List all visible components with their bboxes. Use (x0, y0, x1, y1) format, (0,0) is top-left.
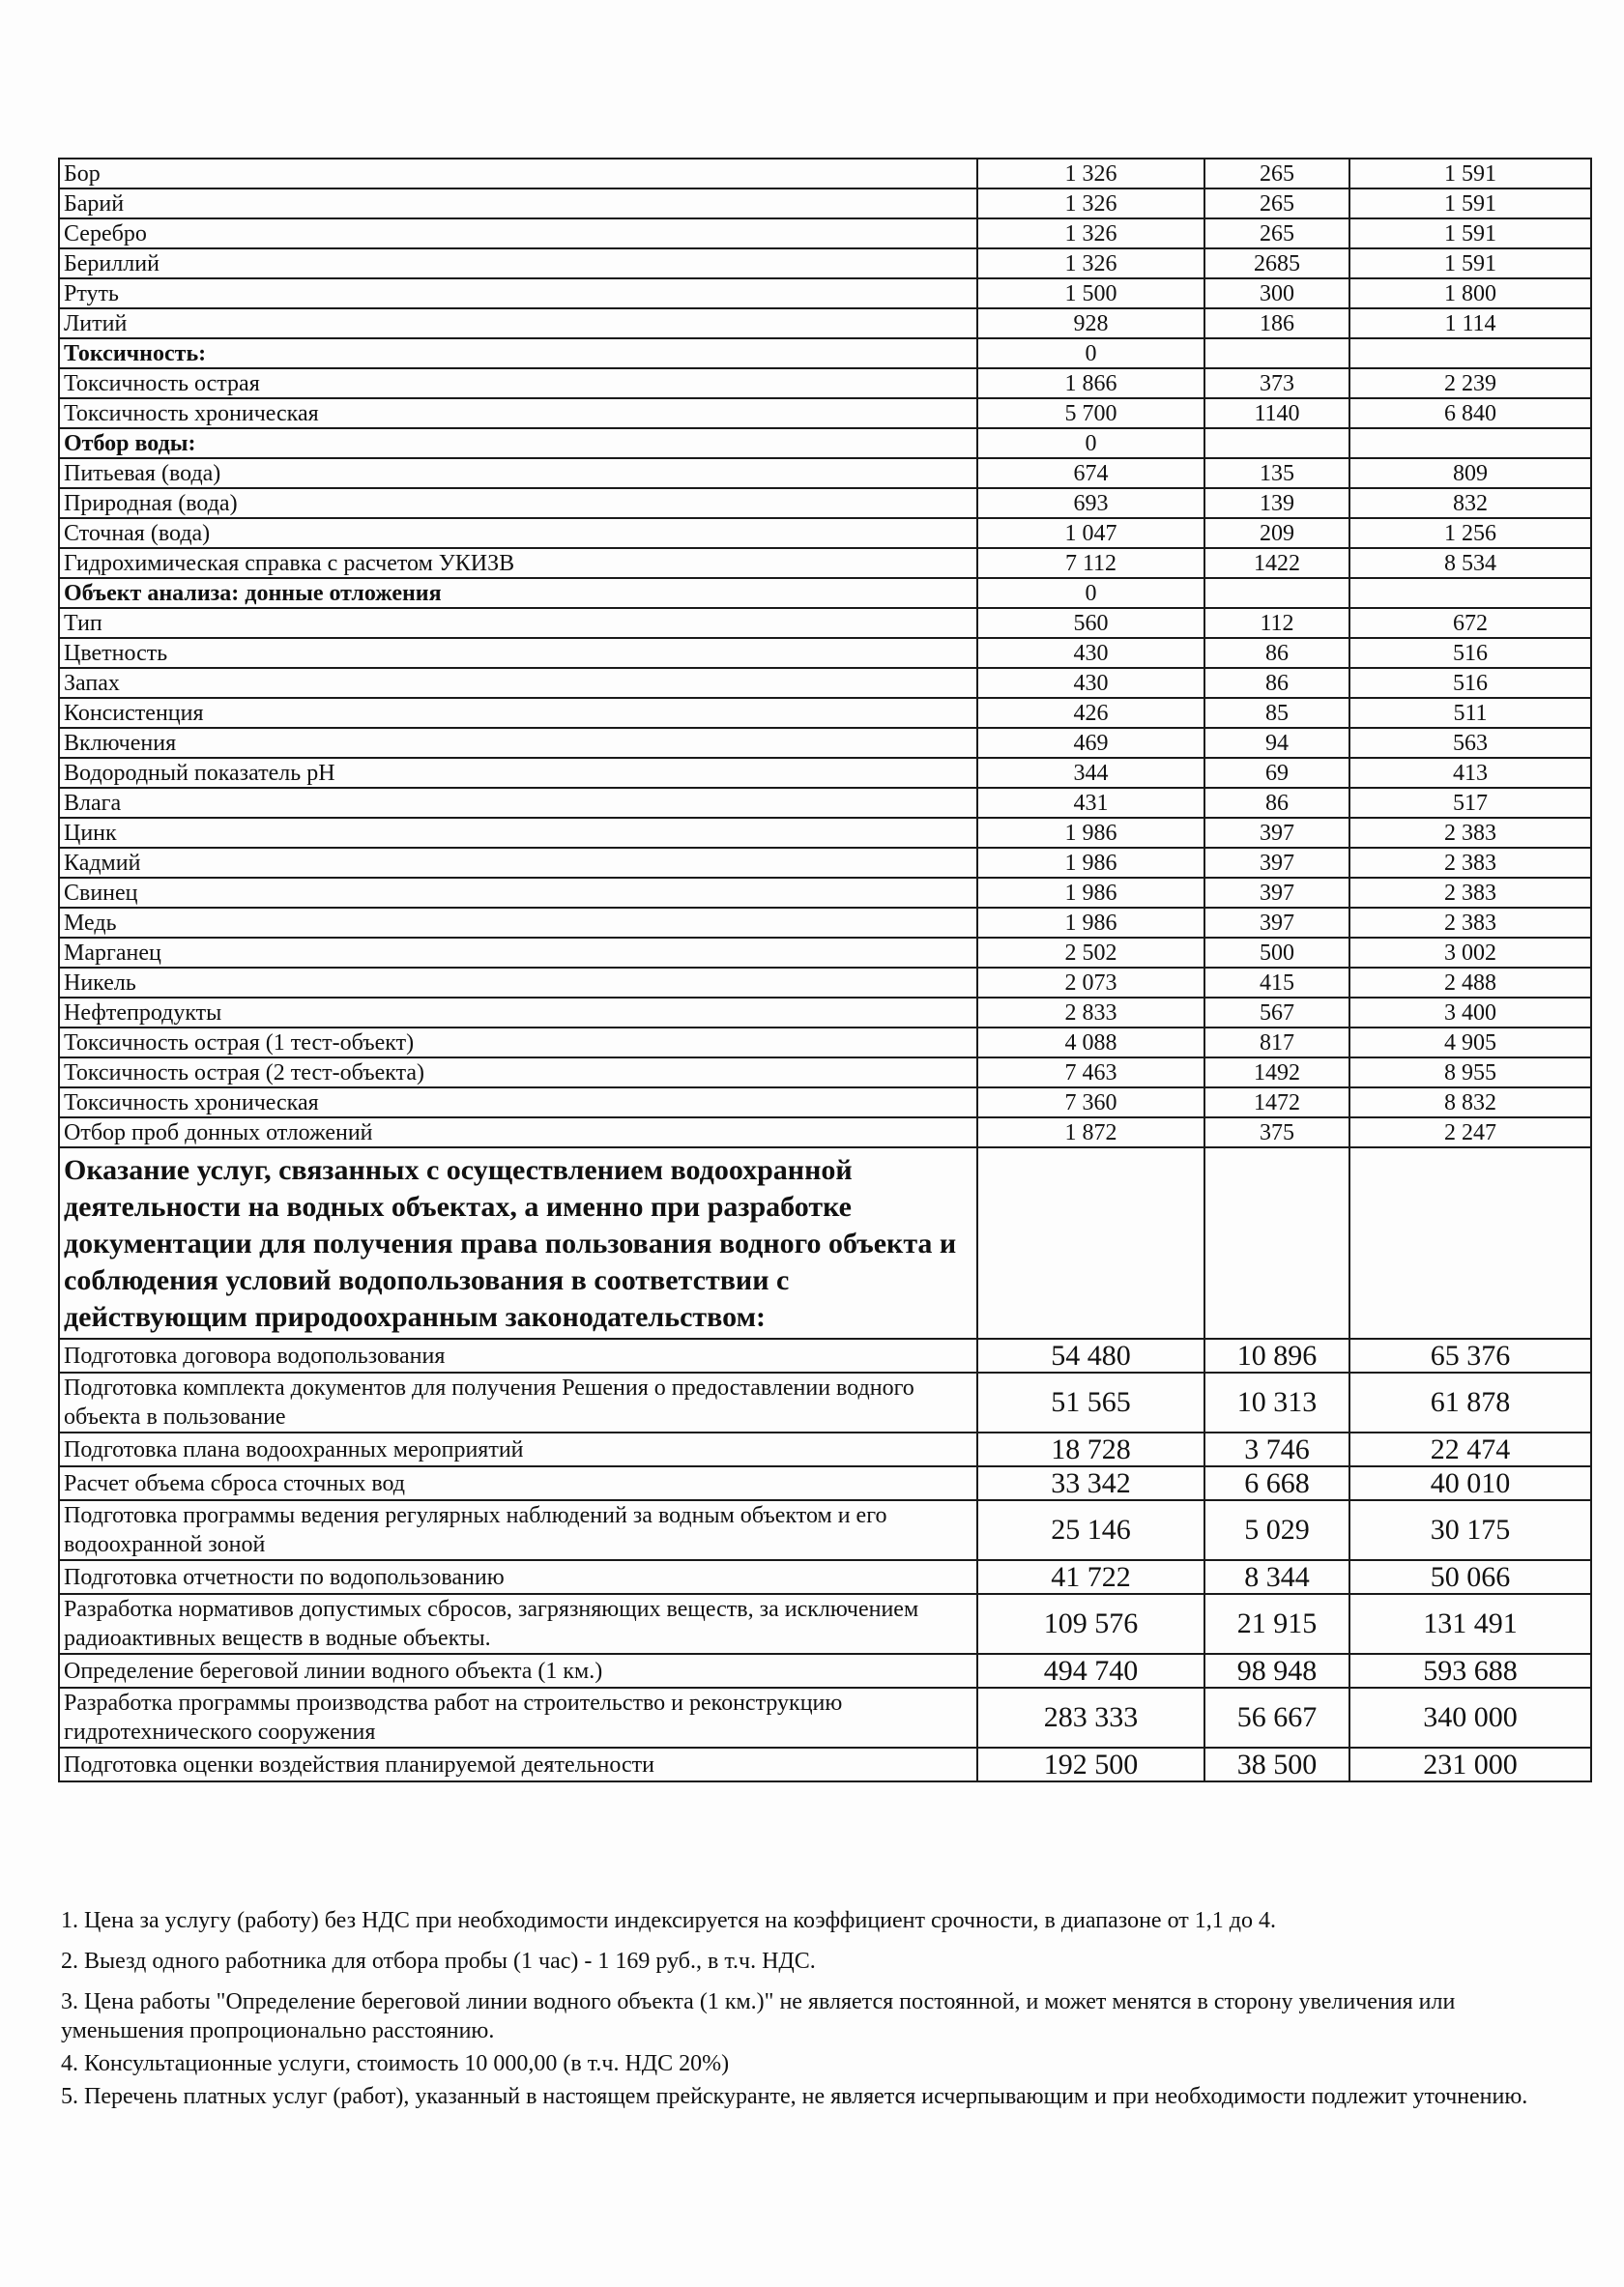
item-name-cell: Токсичность острая (59, 368, 977, 398)
table-row (59, 1339, 1591, 1373)
item-name-cell: Питьевая (вода) (59, 458, 977, 488)
item-name-cell: Подготовка плана водоохранных мероприятий (59, 1433, 977, 1466)
table-row (59, 758, 1591, 788)
price-without-vat-cell: 1 986 (977, 848, 1204, 878)
price-without-vat-cell: 1 047 (977, 518, 1204, 548)
item-name-cell: Подготовка договора водопользования (59, 1339, 977, 1373)
price-with-vat-cell: 832 (1349, 488, 1591, 518)
vat-cell: 397 (1204, 908, 1349, 938)
empty-cell (977, 1147, 1204, 1339)
table-row (59, 878, 1591, 908)
table-row (59, 1028, 1591, 1057)
price-without-vat-cell: 426 (977, 698, 1204, 728)
price-without-vat-cell: 0 (977, 338, 1204, 368)
price-without-vat-cell: 430 (977, 668, 1204, 698)
vat-cell: 1472 (1204, 1087, 1349, 1117)
table-row (59, 1057, 1591, 1087)
price-without-vat-cell: 7 112 (977, 548, 1204, 578)
price-with-vat-cell: 1 591 (1349, 248, 1591, 278)
table-row (59, 1654, 1591, 1688)
table-row (59, 698, 1591, 728)
item-name-cell: Нефтепродукты (59, 998, 977, 1028)
vat-cell: 817 (1204, 1028, 1349, 1057)
footnote-5: 5. Перечень платных услуг (работ), указанный в настоящем прейскуранте, не является исчерпывающим и при необходимости подлежит уточнению. (61, 2084, 1528, 2109)
price-without-vat-cell: 928 (977, 308, 1204, 338)
table-row (59, 1466, 1591, 1500)
table-row (59, 998, 1591, 1028)
services-section-header: Оказание услуг, связанных с осуществлением водоохранной деятельности на водных объектах, а именно при разработке документации для получения права пользования водного объекта и соблюдения условий водопользования в соответствии с действующим природоохранным законодательством: (59, 1147, 977, 1339)
price-with-vat-cell (1349, 578, 1591, 608)
price-without-vat-cell: 2 502 (977, 938, 1204, 968)
price-with-vat-cell: 2 239 (1349, 368, 1591, 398)
vat-cell: 567 (1204, 998, 1349, 1028)
vat-cell: 94 (1204, 728, 1349, 758)
item-name-cell: Кадмий (59, 848, 977, 878)
vat-cell: 85 (1204, 698, 1349, 728)
price-with-vat-cell: 3 400 (1349, 998, 1591, 1028)
item-name-cell: Медь (59, 908, 977, 938)
empty-cell (1204, 1147, 1349, 1339)
vat-cell: 397 (1204, 878, 1349, 908)
price-with-vat-cell: 2 247 (1349, 1117, 1591, 1147)
price-with-vat-cell: 3 002 (1349, 938, 1591, 968)
item-name-cell: Бериллий (59, 248, 977, 278)
price-without-vat-cell: 4 088 (977, 1028, 1204, 1057)
item-name-cell: Включения (59, 728, 977, 758)
price-with-vat-cell: 6 840 (1349, 398, 1591, 428)
vat-cell: 1422 (1204, 548, 1349, 578)
price-without-vat-cell: 0 (977, 578, 1204, 608)
table-row (59, 668, 1591, 698)
price-without-vat-cell: 1 866 (977, 368, 1204, 398)
price-without-vat-cell: 693 (977, 488, 1204, 518)
table-row (59, 1373, 1591, 1433)
price-with-vat-cell: 61 878 (1349, 1373, 1591, 1433)
table-row (59, 428, 1591, 458)
footnotes (61, 1906, 1569, 2123)
price-without-vat-cell: 2 073 (977, 968, 1204, 998)
empty-cell (1349, 1147, 1591, 1339)
vat-cell: 98 948 (1204, 1654, 1349, 1688)
vat-cell: 1140 (1204, 398, 1349, 428)
price-without-vat-cell: 0 (977, 428, 1204, 458)
vat-cell (1204, 428, 1349, 458)
item-name-cell: Марганец (59, 938, 977, 968)
table-row (59, 338, 1591, 368)
table-row (59, 1688, 1591, 1748)
table-row (59, 488, 1591, 518)
vat-cell: 56 667 (1204, 1688, 1349, 1748)
price-with-vat-cell: 1 256 (1349, 518, 1591, 548)
item-name-cell: Бор (59, 159, 977, 188)
price-with-vat-cell: 8 832 (1349, 1087, 1591, 1117)
table-row (59, 1433, 1591, 1466)
price-with-vat-cell: 65 376 (1349, 1339, 1591, 1373)
table-row (59, 548, 1591, 578)
price-table (58, 158, 1592, 1782)
service-rows (59, 1339, 1591, 1781)
item-name-cell: Токсичность хроническая (59, 398, 977, 428)
item-name-cell: Консистенция (59, 698, 977, 728)
price-with-vat-cell: 1 591 (1349, 218, 1591, 248)
vat-cell: 186 (1204, 308, 1349, 338)
item-name-cell: Влага (59, 788, 977, 818)
item-name-cell: Разработка программы производства работ на строительство и реконструкцию гидротехнического сооружения (59, 1688, 977, 1748)
vat-cell: 373 (1204, 368, 1349, 398)
table-row (59, 1560, 1591, 1594)
item-name-cell: Природная (вода) (59, 488, 977, 518)
vat-cell: 375 (1204, 1117, 1349, 1147)
table-row (59, 368, 1591, 398)
table-row (59, 1087, 1591, 1117)
price-with-vat-cell: 1 591 (1349, 159, 1591, 188)
item-name-cell: Подготовка оценки воздействия планируемой деятельности (59, 1748, 977, 1781)
table-row (59, 1594, 1591, 1654)
price-without-vat-cell: 431 (977, 788, 1204, 818)
price-without-vat-cell: 674 (977, 458, 1204, 488)
table-row (59, 278, 1591, 308)
price-with-vat-cell: 2 488 (1349, 968, 1591, 998)
price-without-vat-cell: 494 740 (977, 1654, 1204, 1688)
price-without-vat-cell: 1 326 (977, 248, 1204, 278)
table-row (59, 398, 1591, 428)
table-row (59, 908, 1591, 938)
vat-cell (1204, 338, 1349, 368)
price-without-vat-cell: 1 326 (977, 159, 1204, 188)
price-with-vat-cell: 2 383 (1349, 908, 1591, 938)
footnote-3: 3. Цена работы "Определение береговой линии водного объекта (1 км.)" не является постоянной, и может менятся в сторону увеличения или уменьшения пропроционально расстоянию. (61, 1989, 1456, 2043)
footnote-1: 1. Цена за услугу (работу) без НДС при необходимости индексируется на коэффициент срочности, в диапазоне от 1,1 до 4. (61, 1908, 1276, 1933)
price-with-vat-cell: 40 010 (1349, 1466, 1591, 1500)
table-row (59, 1117, 1591, 1147)
price-without-vat-cell: 1 986 (977, 818, 1204, 848)
vat-cell: 21 915 (1204, 1594, 1349, 1654)
vat-cell: 10 896 (1204, 1339, 1349, 1373)
item-name-cell: Расчет объема сброса сточных вод (59, 1466, 977, 1500)
price-with-vat-cell: 2 383 (1349, 818, 1591, 848)
price-with-vat-cell (1349, 428, 1591, 458)
table-row (59, 608, 1591, 638)
vat-cell: 38 500 (1204, 1748, 1349, 1781)
price-without-vat-cell: 33 342 (977, 1466, 1204, 1500)
price-without-vat-cell: 41 722 (977, 1560, 1204, 1594)
vat-cell: 1492 (1204, 1057, 1349, 1087)
price-with-vat-cell: 516 (1349, 638, 1591, 668)
item-name-cell: Определение береговой линии водного объекта (1 км.) (59, 1654, 977, 1688)
price-with-vat-cell: 517 (1349, 788, 1591, 818)
item-name-cell: Тип (59, 608, 977, 638)
price-without-vat-cell: 192 500 (977, 1748, 1204, 1781)
price-without-vat-cell: 1 500 (977, 278, 1204, 308)
vat-cell: 3 746 (1204, 1433, 1349, 1466)
price-with-vat-cell: 1 591 (1349, 188, 1591, 218)
table-row (59, 159, 1591, 188)
table-row (59, 788, 1591, 818)
price-with-vat-cell (1349, 338, 1591, 368)
price-with-vat-cell: 22 474 (1349, 1433, 1591, 1466)
price-without-vat-cell: 7 463 (977, 1057, 1204, 1087)
vat-cell: 10 313 (1204, 1373, 1349, 1433)
vat-cell: 112 (1204, 608, 1349, 638)
vat-cell: 69 (1204, 758, 1349, 788)
price-without-vat-cell: 469 (977, 728, 1204, 758)
price-with-vat-cell: 672 (1349, 608, 1591, 638)
item-name-cell: Токсичность острая (2 тест-объекта) (59, 1057, 977, 1087)
price-with-vat-cell: 50 066 (1349, 1560, 1591, 1594)
vat-cell: 397 (1204, 818, 1349, 848)
item-name-cell: Барий (59, 188, 977, 218)
price-without-vat-cell: 560 (977, 608, 1204, 638)
table-row (59, 818, 1591, 848)
price-with-vat-cell: 516 (1349, 668, 1591, 698)
vat-cell: 209 (1204, 518, 1349, 548)
table-row (59, 188, 1591, 218)
vat-cell: 397 (1204, 848, 1349, 878)
vat-cell: 8 344 (1204, 1560, 1349, 1594)
price-with-vat-cell: 2 383 (1349, 848, 1591, 878)
vat-cell: 86 (1204, 788, 1349, 818)
price-with-vat-cell: 4 905 (1349, 1028, 1591, 1057)
price-with-vat-cell: 563 (1349, 728, 1591, 758)
price-without-vat-cell: 344 (977, 758, 1204, 788)
item-name-cell: Цинк (59, 818, 977, 848)
price-without-vat-cell: 54 480 (977, 1339, 1204, 1373)
vat-cell: 86 (1204, 668, 1349, 698)
price-with-vat-cell: 593 688 (1349, 1654, 1591, 1688)
item-name-cell: Подготовка отчетности по водопользованию (59, 1560, 977, 1594)
table-row (59, 968, 1591, 998)
item-name-cell: Подготовка комплекта документов для получения Решения о предоставлении водного объекта в пользование (59, 1373, 977, 1433)
price-without-vat-cell: 2 833 (977, 998, 1204, 1028)
vat-cell: 135 (1204, 458, 1349, 488)
item-name-cell: Свинец (59, 878, 977, 908)
vat-cell: 139 (1204, 488, 1349, 518)
price-with-vat-cell: 1 114 (1349, 308, 1591, 338)
price-with-vat-cell: 231 000 (1349, 1748, 1591, 1781)
vat-cell: 6 668 (1204, 1466, 1349, 1500)
item-name-cell: Литий (59, 308, 977, 338)
price-without-vat-cell: 7 360 (977, 1087, 1204, 1117)
item-name-cell: Ртуть (59, 278, 977, 308)
price-with-vat-cell: 809 (1349, 458, 1591, 488)
table-row (59, 248, 1591, 278)
vat-cell: 86 (1204, 638, 1349, 668)
item-name-cell: Отбор воды: (59, 428, 977, 458)
item-name-cell: Серебро (59, 218, 977, 248)
vat-cell: 2685 (1204, 248, 1349, 278)
price-with-vat-cell: 1 800 (1349, 278, 1591, 308)
price-without-vat-cell: 5 700 (977, 398, 1204, 428)
price-without-vat-cell: 51 565 (977, 1373, 1204, 1433)
price-without-vat-cell: 283 333 (977, 1688, 1204, 1748)
price-with-vat-cell: 2 383 (1349, 878, 1591, 908)
vat-cell: 265 (1204, 218, 1349, 248)
vat-cell: 415 (1204, 968, 1349, 998)
table-row (59, 938, 1591, 968)
services-section-header-row (59, 1147, 1591, 1339)
item-name-cell: Цветность (59, 638, 977, 668)
price-without-vat-cell: 430 (977, 638, 1204, 668)
table-row (59, 518, 1591, 548)
vat-cell: 265 (1204, 159, 1349, 188)
table-row (59, 578, 1591, 608)
item-name-cell: Разработка нормативов допустимых сбросов, загрязняющих веществ, за исключением радиоактивных веществ в водные объекты. (59, 1594, 977, 1654)
price-without-vat-cell: 1 986 (977, 878, 1204, 908)
vat-cell: 500 (1204, 938, 1349, 968)
price-with-vat-cell: 8 955 (1349, 1057, 1591, 1087)
vat-cell: 265 (1204, 188, 1349, 218)
price-without-vat-cell: 1 872 (977, 1117, 1204, 1147)
price-with-vat-cell: 511 (1349, 698, 1591, 728)
item-name-cell: Отбор проб донных отложений (59, 1117, 977, 1147)
item-name-cell: Запах (59, 668, 977, 698)
item-name-cell: Объект анализа: донные отложения (59, 578, 977, 608)
table-row (59, 458, 1591, 488)
footnote-4: 4. Консультационные услуги, стоимость 10 000,00 (в т.ч. НДС 20%) (61, 2051, 730, 2076)
table-row (59, 638, 1591, 668)
vat-cell: 5 029 (1204, 1500, 1349, 1560)
item-name-cell: Гидрохимическая справка с расчетом УКИЗВ (59, 548, 977, 578)
item-name-cell: Водородный показатель pH (59, 758, 977, 788)
price-without-vat-cell: 1 326 (977, 188, 1204, 218)
price-without-vat-cell: 109 576 (977, 1594, 1204, 1654)
table-row (59, 308, 1591, 338)
price-without-vat-cell: 18 728 (977, 1433, 1204, 1466)
item-name-cell: Токсичность: (59, 338, 977, 368)
item-name-cell: Сточная (вода) (59, 518, 977, 548)
item-name-cell: Токсичность острая (1 тест-объект) (59, 1028, 977, 1057)
footnote-2: 2. Выезд одного работника для отбора пробы (1 час) - 1 169 руб., в т.ч. НДС. (61, 1949, 816, 1974)
vat-cell (1204, 578, 1349, 608)
vat-cell: 300 (1204, 278, 1349, 308)
item-name-cell: Токсичность хроническая (59, 1087, 977, 1117)
table-row (59, 1748, 1591, 1781)
price-with-vat-cell: 340 000 (1349, 1688, 1591, 1748)
price-with-vat-cell: 8 534 (1349, 548, 1591, 578)
lab-analysis-rows (59, 159, 1591, 1147)
price-without-vat-cell: 1 986 (977, 908, 1204, 938)
price-without-vat-cell: 1 326 (977, 218, 1204, 248)
table-row (59, 218, 1591, 248)
item-name-cell: Подготовка программы ведения регулярных наблюдений за водным объектом и его водоохранной зоной (59, 1500, 977, 1560)
price-without-vat-cell: 25 146 (977, 1500, 1204, 1560)
table-row (59, 848, 1591, 878)
table-row (59, 1500, 1591, 1560)
price-with-vat-cell: 30 175 (1349, 1500, 1591, 1560)
table-row (59, 728, 1591, 758)
price-with-vat-cell: 131 491 (1349, 1594, 1591, 1654)
price-with-vat-cell: 413 (1349, 758, 1591, 788)
item-name-cell: Никель (59, 968, 977, 998)
